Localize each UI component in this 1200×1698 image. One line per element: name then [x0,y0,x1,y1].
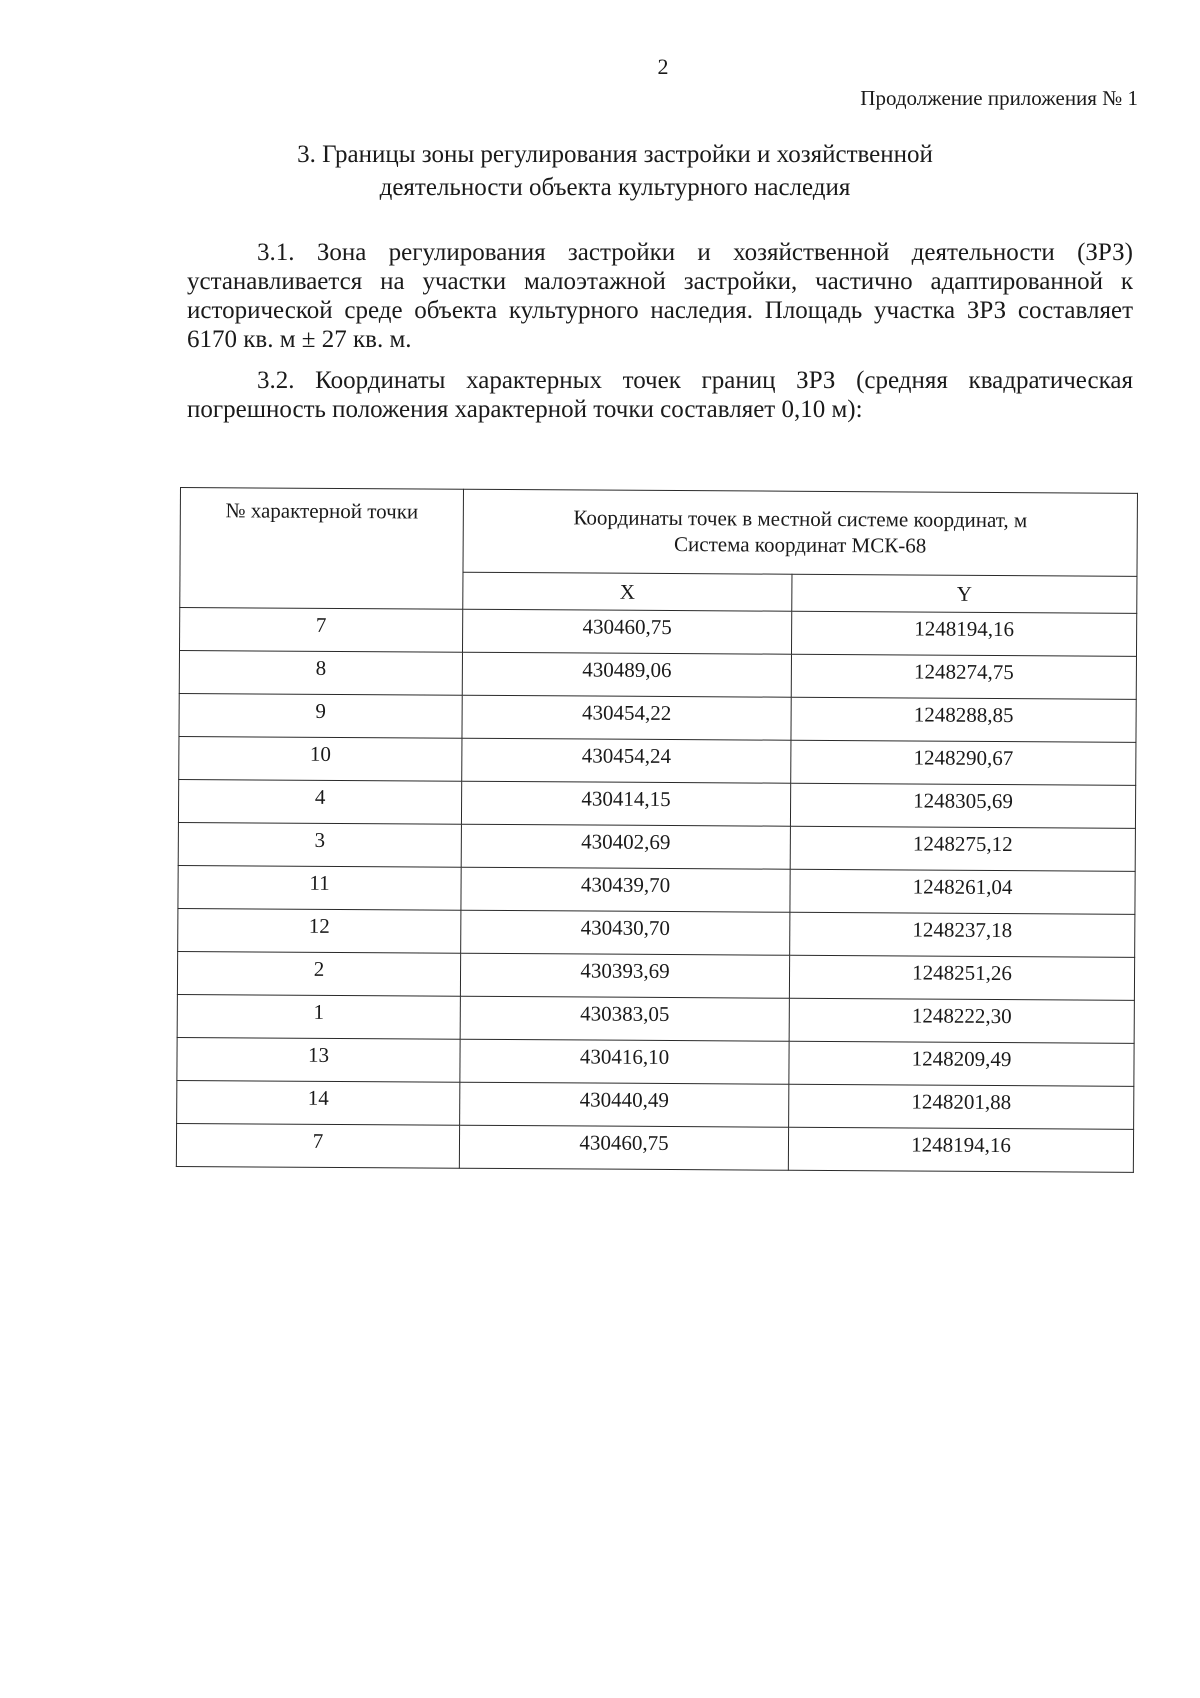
table-row [178,822,1135,871]
appendix-continuation-label: Продолжение приложения № 1 [860,86,1138,110]
cell-x: 430454,22 [462,695,791,740]
cell-x: 430416,10 [460,1039,789,1084]
cell-point: 4 [178,779,461,824]
section-title-line-1: 3. Границы зоны регулирования застройки и хозяйственной [297,141,933,168]
page-number: 2 [657,54,669,79]
cell-y: 1248222,30 [789,998,1134,1043]
cell-point: 14 [177,1080,460,1125]
cell-y: 1248251,26 [789,955,1134,1000]
paragraph-3-1 [187,238,1133,354]
cell-y: 1248305,69 [790,783,1135,828]
cell-y: 1248237,18 [790,912,1135,957]
cell-x: 430414,15 [461,781,790,826]
header-point-number: № характерной точки [180,488,464,610]
cell-point: 9 [179,693,462,738]
cell-x: 430440,49 [460,1082,789,1127]
table-row [179,736,1136,785]
cell-point: 7 [176,1123,459,1168]
cell-point: 10 [179,736,462,781]
cell-y: 1248201,88 [789,1084,1134,1129]
cell-x: 430439,70 [461,867,790,912]
section-title-line-2: деятельности объекта культурного наследия [379,174,851,201]
cell-point: 2 [177,951,460,996]
table-row [178,779,1135,828]
cell-point: 3 [178,822,461,867]
table-row [177,951,1134,1000]
cell-point: 7 [180,608,463,653]
header-y: Y [792,574,1137,613]
header-coordinates-line-1: Координаты точек в местной системе координат, м [573,505,1028,533]
header-coordinates-line-2: Система координат МСК-68 [673,532,927,558]
paragraph-3-2-text: 3.2. Координаты характерных точек границ ЗРЗ (средняя квадратическая погрешность положения характерной точки составляет 0,10 м): [187,367,1133,423]
cell-x: 430430,70 [461,910,790,955]
coordinates-table [176,487,1138,1173]
paragraph-3-2 [187,366,1133,424]
paragraph-3-1-text: 3.1. Зона регулирования застройки и хозяйственной деятельности (ЗРЗ) устанавливается на участки малоэтажной застройки, частично адаптированной к исторической среде объекта культурного наследия. Площадь участка ЗРЗ составляет 6170 кв. м ± 27 кв. м. [187,239,1133,353]
table-row [178,908,1135,957]
cell-point: 1 [177,994,460,1039]
cell-point: 12 [178,908,461,953]
cell-x: 430460,75 [459,1125,788,1170]
cell-y: 1248261,04 [790,869,1135,914]
table-row [177,994,1134,1043]
table-row [178,865,1135,914]
table-row [179,693,1136,742]
cell-point: 8 [179,651,462,696]
cell-point: 11 [178,865,461,910]
cell-y: 1248275,12 [790,826,1135,871]
cell-y: 1248288,85 [791,697,1136,742]
cell-y: 1248290,67 [791,740,1136,785]
table-row [180,608,1137,657]
cell-y: 1248194,16 [791,611,1136,656]
cell-x: 430383,05 [460,996,789,1041]
cell-x: 430489,06 [462,652,791,697]
section-title [150,138,1080,204]
cell-y: 1248194,16 [788,1127,1133,1172]
cell-x: 430454,24 [462,738,791,783]
cell-y: 1248274,75 [791,654,1136,699]
coordinates-table-body [176,608,1136,1173]
coordinates-table-header [180,488,1138,614]
cell-point: 13 [177,1037,460,1082]
header-x: X [463,572,792,611]
cell-x: 430402,69 [461,824,790,869]
table-row [177,1080,1134,1129]
cell-x: 430460,75 [462,609,791,654]
header-coordinates-group [463,489,1137,576]
cell-y: 1248209,49 [789,1041,1134,1086]
cell-x: 430393,69 [460,953,789,998]
table-row [176,1123,1133,1172]
table-row [179,651,1136,700]
table-row [177,1037,1134,1086]
